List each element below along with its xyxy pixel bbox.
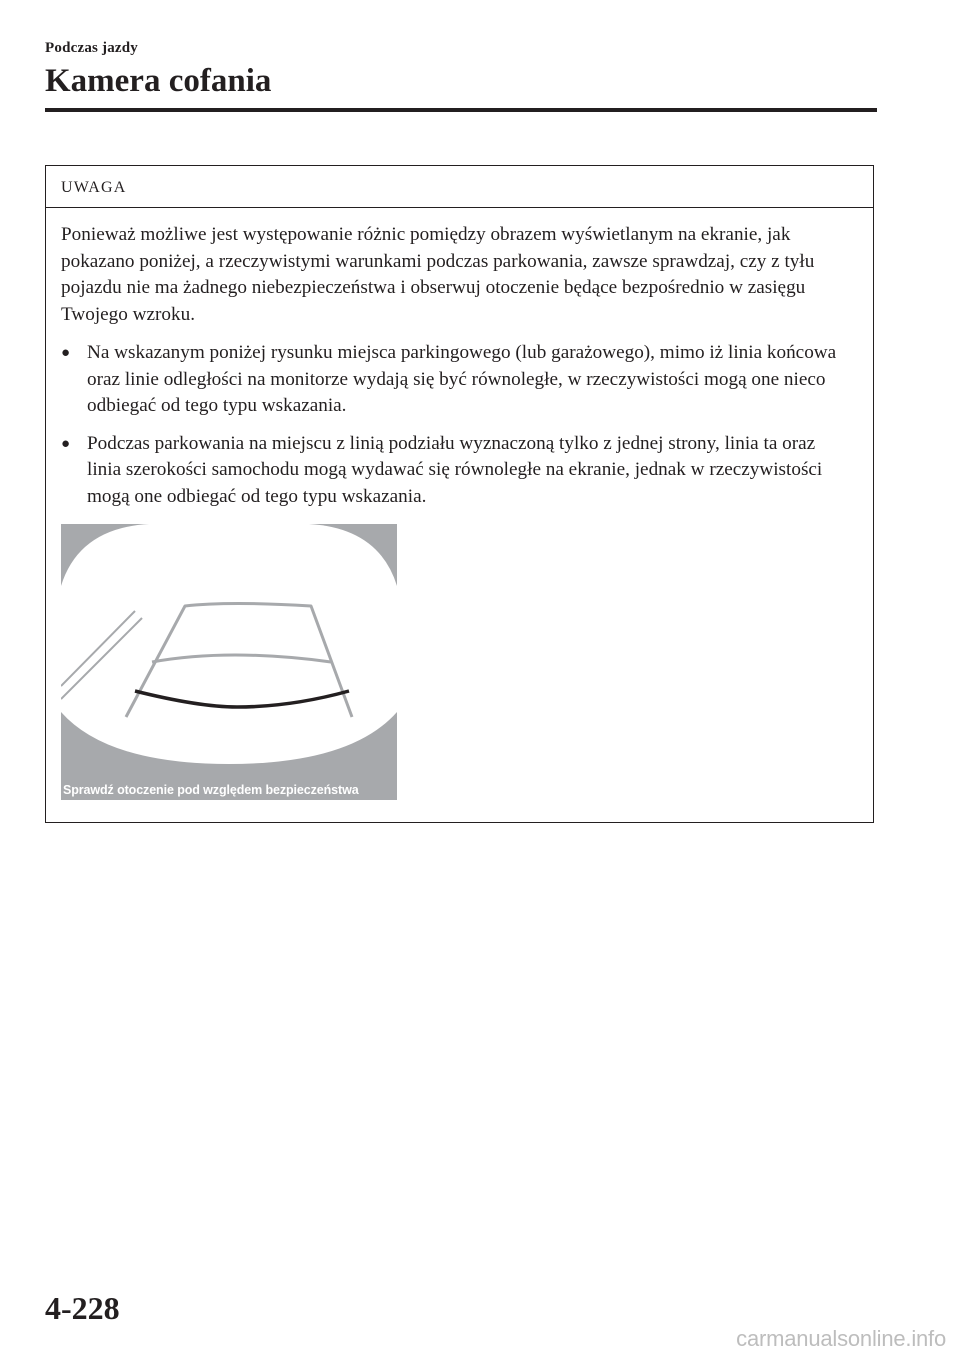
bullet-text: Na wskazanym poniżej rysunku miejsca parkingowego (lub garażowego), mimo iż linia końcowa oraz linie odległości na monitorze wydają się być równoległe, w rzeczywistości mogą one nieco odbiegać od tego typu wskazania.	[87, 342, 837, 416]
rear-camera-illustration	[61, 524, 397, 800]
caution-box	[45, 165, 874, 823]
page-title: Kamera cofania	[45, 63, 272, 99]
title-rule	[45, 108, 877, 112]
page-number: 4-228	[45, 1290, 120, 1326]
camera-view-area	[61, 524, 397, 764]
caution-heading: UWAGA	[46, 166, 873, 208]
watermark: carmanualsonline.info	[736, 1326, 946, 1351]
caution-intro: Ponieważ możliwe jest występowanie różnic pomiędzy obrazem wyświetlanym na ekranie, jak pokazano poniżej, a rzeczywistymi warunkami podczas parkowania, zawsze sprawdzaj, czy z tyłu pojazdu nie ma żadnego niebezpieczeństwa i obserwuj otoczenie będące bezpośrednio w zasięgu Twojego wzroku.	[61, 224, 815, 325]
bullet-text: Podczas parkowania na miejscu z linią podziału wyznaczoną tylko z jednej strony, linia ta oraz linia szerokości samochodu mogą wydawać się równoległe na ekranie, jednak w rzeczywistości mogą one odbiegać od tego typu wskazania.	[87, 432, 823, 507]
camera-figure	[61, 524, 397, 800]
caution-bullets	[61, 340, 853, 510]
list-item	[61, 340, 853, 420]
section-label: Podczas jazdy	[45, 40, 139, 56]
bullet-dot-icon: ●	[61, 345, 71, 361]
bullet-dot-icon: ●	[61, 435, 71, 452]
list-item	[61, 431, 853, 511]
figure-caption: Sprawdź otoczenie pod względem bezpieczeństwa	[63, 783, 359, 797]
caution-body	[46, 208, 873, 510]
